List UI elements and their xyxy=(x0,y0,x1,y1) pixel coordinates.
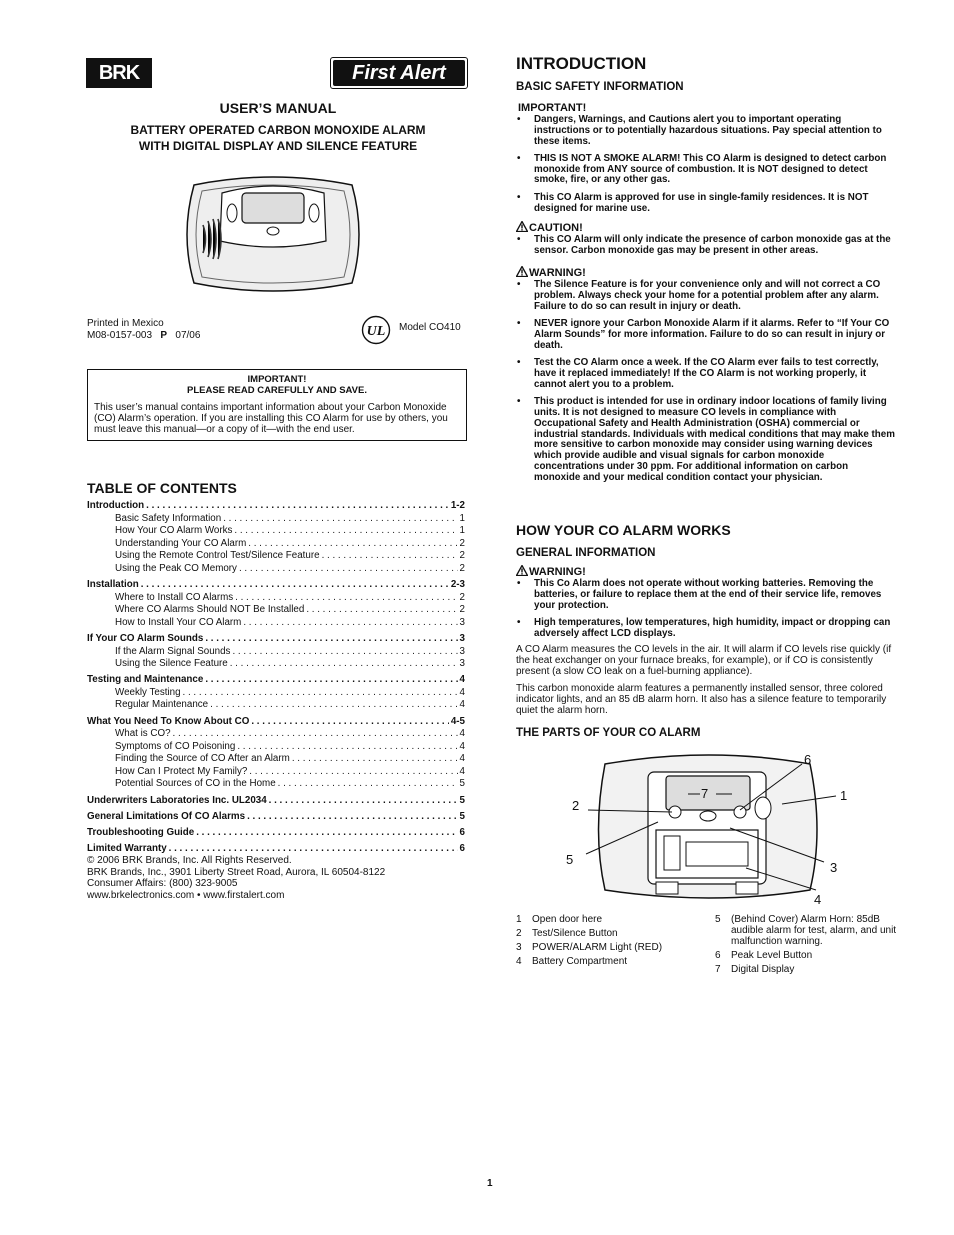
websites-line: www.brkelectronics.com • www.firstalert.com xyxy=(87,889,285,901)
toc-leader-dots xyxy=(230,658,458,671)
toc-entry-label: Introduction xyxy=(87,500,145,511)
toc-leader-dots xyxy=(232,646,457,659)
toc-entry xyxy=(87,563,465,576)
notice-body: This user’s manual contains important information about your Carbon Monoxide (CO) Alarm’s operation. If you are installing this CO Alarm for use by others, you must leave this manual—or a copy of it—with the end user. xyxy=(94,402,448,435)
toc-entry-page: 5 xyxy=(459,794,465,806)
toc-entry xyxy=(87,687,465,700)
copyright-block xyxy=(87,855,385,901)
bullet-item: • Test the CO Alarm once a week. If the CO Alarm ever fails to test correctly, have it replaced immediately! If the CO Alarm is not working properly, it cannot alert you to a problem. xyxy=(516,358,896,390)
toc-entry xyxy=(87,633,465,646)
part-legend-item xyxy=(516,956,706,967)
caution-label: CAUTION! xyxy=(529,221,583,234)
toc-entry-label: General Limitations Of CO Alarms xyxy=(87,810,246,822)
part-number: 2 xyxy=(516,928,522,939)
toc-entry-label: Potential Sources of CO in the Home xyxy=(115,778,276,790)
toc-entry-page: 4 xyxy=(459,753,465,765)
general-info-section xyxy=(516,565,896,716)
toc-entry-label: If the Alarm Signal Sounds xyxy=(115,645,231,657)
toc-leader-dots xyxy=(306,604,457,617)
toc-entry-label: Where CO Alarms Should NOT Be Installed xyxy=(115,604,305,616)
part-legend-item xyxy=(715,914,900,947)
toc-entry-page: 1-2 xyxy=(450,500,465,511)
toc-leader-dots xyxy=(196,827,457,840)
consumer-affairs-line: Consumer Affairs: (800) 323-9005 xyxy=(87,878,238,889)
callout-1: 1 xyxy=(840,788,848,803)
parts-list-left xyxy=(516,914,706,970)
toc-leader-dots xyxy=(223,513,457,526)
part-number: 6 xyxy=(715,950,721,961)
toc-entry xyxy=(87,843,465,856)
toc-leader-dots xyxy=(169,843,458,856)
part-description: POWER/ALARM Light (RED) xyxy=(532,942,663,953)
toc-leader-dots xyxy=(141,579,449,592)
part-description: Test/Silence Button xyxy=(532,928,618,939)
callout-7: 7 xyxy=(701,786,709,801)
callout-4: 4 xyxy=(814,892,822,907)
print-code-line xyxy=(87,330,200,342)
how-warning-heading xyxy=(516,565,896,579)
toc-entry-page: 4 xyxy=(459,740,465,752)
toc-entry-page: 4-5 xyxy=(450,715,465,727)
toc-entry-label: What You Need To Know About CO xyxy=(87,715,250,727)
parts-list-right xyxy=(715,914,900,978)
toc-entry xyxy=(87,728,465,741)
subtitle-line-1: BATTERY OPERATED CARBON MONOXIDE ALARM xyxy=(130,123,426,137)
toc-entry-label: Weekly Testing xyxy=(115,686,181,698)
toc-entry-label: Underwriters Laboratories Inc. UL2034 xyxy=(87,794,267,806)
co-alarm-illustration xyxy=(180,175,366,295)
toc-entry xyxy=(87,827,465,840)
toc-entry-label: Where to Install CO Alarms xyxy=(115,591,234,603)
part-number: 5 xyxy=(715,914,721,925)
toc-entry-label: Limited Warranty xyxy=(87,842,167,854)
copyright-line: © 2006 BRK Brands, Inc. All Rights Reserved. xyxy=(87,855,292,866)
toc-entry xyxy=(87,646,465,659)
toc-entry xyxy=(87,699,465,712)
toc-entry-page: 3 xyxy=(459,658,465,670)
toc-leader-dots xyxy=(243,617,457,630)
toc-leader-dots xyxy=(247,811,457,824)
ul-mark-text: UL xyxy=(366,324,386,339)
toc-entry-page: 2 xyxy=(459,550,465,562)
toc-entry xyxy=(87,579,465,592)
toc-entry-label: If Your CO Alarm Sounds xyxy=(87,632,204,644)
bullet-item: • High temperatures, low temperatures, high humidity, impact or dropping can adversely affect LCD displays. xyxy=(516,618,896,640)
toc-entry xyxy=(87,500,465,513)
warning-label: WARNING! xyxy=(529,267,586,280)
toc-entry xyxy=(87,795,465,808)
toc-entry xyxy=(87,674,465,687)
bullet-item: • This product is intended for use in ordinary indoor locations of family living units. It is not designed to measure CO levels in compliance with Occupational Safety and Health Administration (OSHA) commercial or industrial standards. Individuals with medical conditions that may make them more sensitive to carbon monoxide may consider using warning devices which provide audible and visual signals for carbon monoxide concentrations under 30 ppm. For additional information on carbon monoxide and your medical condition contact your physician. xyxy=(516,397,896,483)
toc-entry xyxy=(87,741,465,754)
print-rev: P xyxy=(160,330,168,341)
important-notice-box xyxy=(87,369,467,441)
toc-entry-page: 1 xyxy=(459,512,465,524)
toc-entry xyxy=(87,753,465,766)
toc-entry-page: 5 xyxy=(459,810,465,822)
toc-leader-dots xyxy=(183,687,458,700)
toc-leader-dots xyxy=(205,633,457,646)
toc-entry-page: 4 xyxy=(459,765,465,777)
toc-entry xyxy=(87,716,465,729)
how-warning-list xyxy=(516,579,896,639)
toc-leader-dots xyxy=(234,525,457,538)
toc-entry-label: How to Install Your CO Alarm xyxy=(115,616,242,628)
toc-entry xyxy=(87,617,465,630)
safety-section xyxy=(516,102,896,490)
general-information-heading: GENERAL INFORMATION xyxy=(516,547,656,559)
brk-logo: BRK xyxy=(86,58,152,88)
toc-entry xyxy=(87,550,465,563)
part-legend-item xyxy=(715,964,900,975)
warning-triangle-icon xyxy=(516,266,528,277)
toc-entry xyxy=(87,604,465,617)
parts-heading: THE PARTS OF YOUR CO ALARM xyxy=(516,727,701,739)
part-description: Battery Compartment xyxy=(532,956,628,967)
bullet-item: • Dangers, Warnings, and Cautions alert you to important operating instructions or to potentially hazardous situations. Pay special attention to these items. xyxy=(516,115,896,147)
toc-leader-dots xyxy=(248,538,457,551)
toc-entry xyxy=(87,778,465,791)
toc-entry-page: 4 xyxy=(459,728,465,740)
page-number: 1 xyxy=(487,1178,493,1189)
toc-entry-label: Troubleshooting Guide xyxy=(87,826,195,838)
toc-title: TABLE OF CONTENTS xyxy=(87,480,237,496)
toc-entry-label: What is CO? xyxy=(115,728,171,740)
toc-entry-page: 2 xyxy=(459,604,465,616)
caution-list xyxy=(516,235,896,257)
toc-leader-dots xyxy=(278,778,458,791)
general-paragraph-2: This carbon monoxide alarm features a permanently installed sensor, three colored indicator lights, and an 85 dB alarm horn. It also has a silence feature to temporarily quiet the alarm horn. xyxy=(516,682,887,716)
important-label: IMPORTANT! xyxy=(518,102,587,114)
notice-title-2: PLEASE READ CAREFULLY AND SAVE. xyxy=(187,385,367,396)
part-number: 4 xyxy=(516,956,522,967)
notice-title-1: IMPORTANT! xyxy=(247,374,307,385)
warning-list xyxy=(516,280,896,483)
toc-leader-dots xyxy=(235,592,457,605)
model-number: Model CO410 xyxy=(399,322,461,333)
toc-entry-page: 4 xyxy=(459,699,465,711)
toc-leader-dots xyxy=(251,716,448,729)
callout-3: 3 xyxy=(830,860,838,875)
toc-entry-label: Using the Silence Feature xyxy=(115,658,228,670)
part-legend-item xyxy=(715,950,900,961)
toc-entry xyxy=(87,592,465,605)
print-code: M08-0157-003 xyxy=(87,330,153,341)
part-description: Digital Display xyxy=(731,964,795,975)
toc-entry xyxy=(87,538,465,551)
toc-entry-label: Using the Remote Control Test/Silence Feature xyxy=(115,550,320,562)
toc-entry-page: 6 xyxy=(459,842,465,854)
toc-entry-label: Testing and Maintenance xyxy=(87,674,204,686)
printed-in: Printed in Mexico xyxy=(87,318,164,329)
bullet-item: • This CO Alarm will only indicate the presence of carbon monoxide gas at the sensor. Carbon monoxide gas may be present in other areas. xyxy=(516,235,896,257)
bullet-item: • THIS IS NOT A SMOKE ALARM! This CO Alarm is designed to detect carbon monoxide from ANY source of combustion. It is NOT designed to detect smoke, fire, or any other gas. xyxy=(516,154,896,186)
part-legend-item xyxy=(516,928,706,939)
printed-info xyxy=(87,318,200,342)
callout-6: 6 xyxy=(804,752,812,767)
toc-leader-dots xyxy=(205,674,457,687)
toc-leader-dots xyxy=(210,699,457,712)
toc-entry-page: 2 xyxy=(459,537,465,549)
warning-heading xyxy=(516,266,896,280)
toc-leader-dots xyxy=(239,563,458,576)
caution-heading xyxy=(516,221,896,235)
general-paragraph-1: A CO Alarm measures the CO levels in the air. It will alarm if CO levels rise quickly (if the heat exchanger on your furnace breaks, for example), or if CO is consistently present (a slow CO leak on a fuel-burning appliance). xyxy=(516,643,892,678)
toc-leader-dots xyxy=(237,741,457,754)
toc-entry xyxy=(87,525,465,538)
bullet-item: • The Silence Feature is for your convenience only and will not correct a CO problem. Always check your home for a potential problem after any alarm. Failure to do so can result in injury or death. xyxy=(516,280,896,312)
bullet-item: • This CO Alarm is approved for use in single-family residences. It is NOT designed for marine use. xyxy=(516,193,896,215)
toc-leader-dots xyxy=(173,728,458,741)
toc-leader-dots xyxy=(292,753,458,766)
toc-leader-dots xyxy=(249,766,457,779)
table-of-contents xyxy=(87,500,465,855)
toc-entry-label: Using the Peak CO Memory xyxy=(115,562,237,574)
address-line: BRK Brands, Inc., 3901 Liberty Street Road, Aurora, IL 60504-8122 xyxy=(87,866,386,878)
part-number: 1 xyxy=(516,914,522,925)
callout-5: 5 xyxy=(566,852,574,867)
toc-entry-page: 3 xyxy=(459,645,465,657)
toc-entry-page: 2 xyxy=(459,591,465,603)
toc-entry-page: 6 xyxy=(459,826,465,838)
toc-entry xyxy=(87,811,465,824)
toc-entry-label: Regular Maintenance xyxy=(115,699,209,711)
warning-triangle-icon xyxy=(516,221,528,232)
toc-entry xyxy=(87,766,465,779)
callout-2: 2 xyxy=(572,798,580,813)
toc-entry-page: 2 xyxy=(459,562,465,574)
basic-safety-heading: BASIC SAFETY INFORMATION xyxy=(516,81,684,93)
toc-entry-page: 2-3 xyxy=(450,579,465,591)
toc-leader-dots xyxy=(146,500,449,513)
introduction-heading: INTRODUCTION xyxy=(516,54,647,73)
toc-entry-label: How Your CO Alarm Works xyxy=(115,525,233,537)
how-it-works-heading: HOW YOUR CO ALARM WORKS xyxy=(516,522,731,538)
toc-leader-dots xyxy=(322,550,458,563)
subtitle-line-2: WITH DIGITAL DISPLAY AND SILENCE FEATURE xyxy=(138,139,418,153)
part-description: (Behind Cover) Alarm Horn: 85dB audible alarm for test, alarm, and unit malfunction warning. xyxy=(731,914,897,947)
toc-entry-label: How Can I Protect My Family? xyxy=(115,765,248,777)
users-manual-title: USER’S MANUAL xyxy=(219,100,337,116)
print-date: 07/06 xyxy=(175,330,201,341)
part-legend-item xyxy=(516,942,706,953)
part-description: Peak Level Button xyxy=(731,950,813,961)
bullet-item: • NEVER ignore your Carbon Monoxide Alarm if it alarms. Refer to “If Your CO Alarm Sounds” for more information. Failure to do so can result in injury or death. xyxy=(516,319,896,351)
first-alert-logo-text: First Alert xyxy=(333,60,465,86)
toc-entry-label: Installation xyxy=(87,579,139,591)
first-alert-logo xyxy=(330,57,468,89)
toc-entry-label: Symptoms of CO Poisoning xyxy=(115,740,236,752)
toc-entry-page: 3 xyxy=(459,616,465,628)
toc-leader-dots xyxy=(269,795,458,808)
ul-listed-icon xyxy=(361,315,391,345)
toc-entry-page: 4 xyxy=(459,674,465,686)
important-list xyxy=(516,115,896,214)
warning-triangle-icon xyxy=(516,565,528,576)
toc-entry xyxy=(87,513,465,526)
part-number: 3 xyxy=(516,942,522,953)
toc-entry-page: 5 xyxy=(459,778,465,790)
toc-entry-page: 4 xyxy=(459,686,465,698)
toc-entry-label: Understanding Your CO Alarm xyxy=(115,537,247,549)
parts-diagram xyxy=(560,750,860,910)
toc-entry-page: 1 xyxy=(459,525,465,537)
toc-entry xyxy=(87,658,465,671)
toc-entry-label: Finding the Source of CO After an Alarm xyxy=(115,753,290,765)
part-legend-item xyxy=(516,914,706,925)
bullet-item: • This Co Alarm does not operate without working batteries. Removing the batteries, or failure to replace them at the end of their service life, removes your protection. xyxy=(516,579,896,611)
toc-entry-label: Basic Safety Information xyxy=(115,512,222,524)
part-description: Open door here xyxy=(532,914,603,925)
how-warning-label: WARNING! xyxy=(529,566,586,578)
toc-entry-page: 3 xyxy=(459,632,465,644)
part-number: 7 xyxy=(715,964,721,975)
manual-subtitle xyxy=(87,122,469,154)
